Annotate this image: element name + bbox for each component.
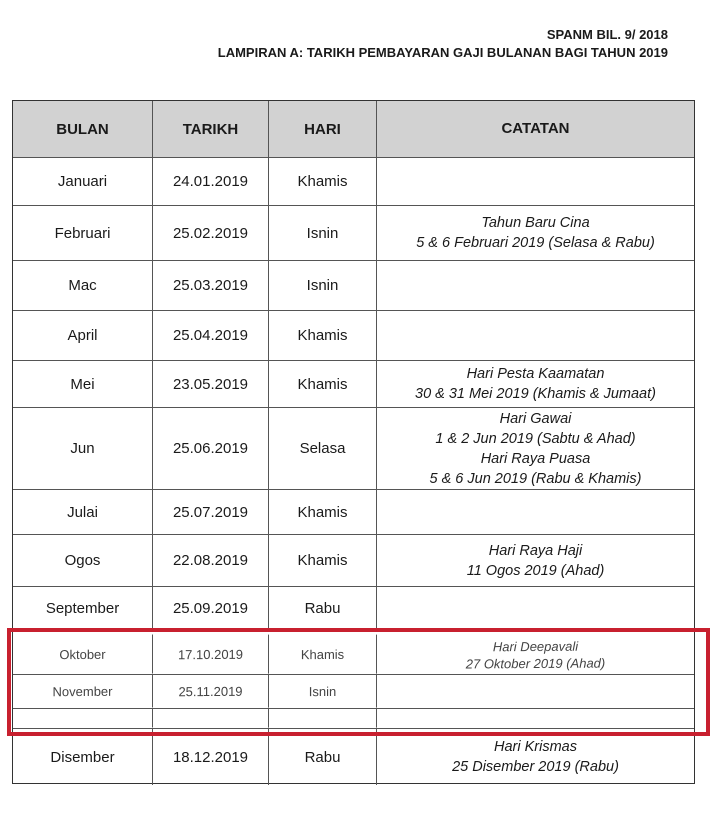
cell-tarikh: 25.09.2019 (153, 587, 269, 630)
cell-bulan: Mei (13, 361, 153, 407)
cell-hari: Isnin (269, 206, 377, 260)
empty-cell (153, 709, 269, 729)
cell-tarikh: 25.04.2019 (153, 311, 269, 360)
cell-catatan (377, 408, 694, 489)
empty-cell (269, 709, 377, 729)
cell-bulan: Januari (13, 158, 153, 205)
cell-catatan (377, 535, 694, 586)
cell-catatan (377, 634, 694, 675)
table-row (13, 408, 694, 490)
cell-tarikh: 23.05.2019 (153, 361, 269, 407)
cell-bulan: November (13, 675, 153, 709)
cell-bulan: September (13, 587, 153, 630)
salary-table (12, 100, 695, 784)
cell-bulan: Jun (13, 408, 153, 489)
column-header-tarikh: TARIKH (153, 101, 269, 157)
cell-bulan: Ogos (13, 535, 153, 586)
empty-cell (377, 708, 694, 729)
cell-catatan (377, 729, 694, 785)
column-header-bulan: BULAN (13, 101, 153, 157)
catatan-line: Hari Deepavali (492, 638, 579, 654)
cell-hari: Khamis (269, 490, 377, 534)
catatan-line: Hari Pesta Kaamatan (466, 366, 605, 382)
cell-catatan (377, 206, 694, 260)
cell-catatan (377, 158, 694, 205)
cell-hari: Khamis (269, 535, 377, 586)
column-header-hari: HARI (269, 101, 377, 157)
cell-bulan: Februari (13, 206, 153, 260)
empty-cell (13, 709, 153, 729)
catatan-line: 11 Ogos 2019 (Ahad) (466, 562, 605, 579)
cell-bulan: Disember (13, 729, 153, 785)
catatan-line: Hari Raya Puasa (480, 450, 591, 467)
cell-tarikh: 17.10.2019 (153, 635, 269, 675)
cell-tarikh: 25.07.2019 (153, 490, 269, 534)
cell-bulan: Mac (13, 261, 153, 310)
cell-catatan (377, 311, 694, 360)
table-header-row (13, 101, 694, 158)
catatan-line: 1 & 2 Jun 2019 (Sabtu & Ahad) (435, 430, 636, 447)
table-row (13, 311, 694, 361)
catatan-line: Hari Krismas (494, 739, 577, 755)
table-row (13, 490, 694, 535)
cell-catatan (377, 490, 694, 534)
cell-hari: Rabu (269, 729, 377, 785)
catatan-line: Hari Raya Haji (488, 542, 583, 559)
column-header-catatan: CATATAN (501, 120, 570, 137)
catatan-line: 27 Oktober 2019 (Ahad) (465, 655, 606, 671)
cell-tarikh: 18.12.2019 (153, 729, 269, 785)
cell-bulan: Julai (13, 490, 153, 534)
cell-bulan: Oktober (13, 635, 153, 675)
catatan-line: 5 & 6 Februari 2019 (Selasa & Rabu) (416, 235, 655, 251)
cell-tarikh: 24.01.2019 (153, 158, 269, 205)
catatan-line: Tahun Baru Cina (481, 215, 590, 231)
cell-tarikh: 25.06.2019 (153, 408, 269, 489)
cell-tarikh: 25.11.2019 (153, 675, 269, 709)
cell-hari: Isnin (269, 675, 377, 709)
cell-tarikh: 25.03.2019 (153, 261, 269, 310)
cell-tarikh: 25.02.2019 (153, 206, 269, 260)
table-row (13, 729, 694, 785)
table-row (13, 635, 694, 675)
catatan-line: 25 Disember 2019 (Rabu) (452, 759, 619, 775)
cell-hari: Khamis (269, 311, 377, 360)
table-row (13, 535, 694, 587)
cell-hari: Khamis (269, 361, 377, 407)
cell-hari: Isnin (269, 261, 377, 310)
cell-catatan (377, 361, 694, 407)
empty-row (13, 709, 694, 729)
cell-tarikh: 22.08.2019 (153, 535, 269, 586)
cell-hari: Khamis (269, 635, 377, 675)
table-row (13, 675, 694, 709)
cell-catatan (377, 261, 694, 310)
table-row (13, 587, 694, 631)
reference-number: SPANM BIL. 9/ 2018 (546, 27, 668, 42)
cell-hari: Rabu (269, 587, 377, 630)
catatan-line: Hari Gawai (499, 410, 572, 427)
table-row (13, 261, 694, 311)
document-title: LAMPIRAN A: TARIKH PEMBAYARAN GAJI BULANAN BAGI TAHUN 2019 (217, 45, 668, 60)
catatan-line: 30 & 31 Mei 2019 (Khamis & Jumaat) (415, 386, 656, 402)
table-row (13, 206, 694, 261)
table-row (13, 158, 694, 206)
document-header (218, 26, 668, 62)
catatan-line: 5 & 6 Jun 2019 (Rabu & Khamis) (429, 470, 642, 487)
cell-hari: Khamis (269, 158, 377, 205)
table-row (13, 361, 694, 408)
cell-bulan: April (13, 311, 153, 360)
cell-hari: Selasa (269, 408, 377, 489)
cell-catatan (377, 587, 694, 630)
cell-catatan (377, 674, 694, 709)
